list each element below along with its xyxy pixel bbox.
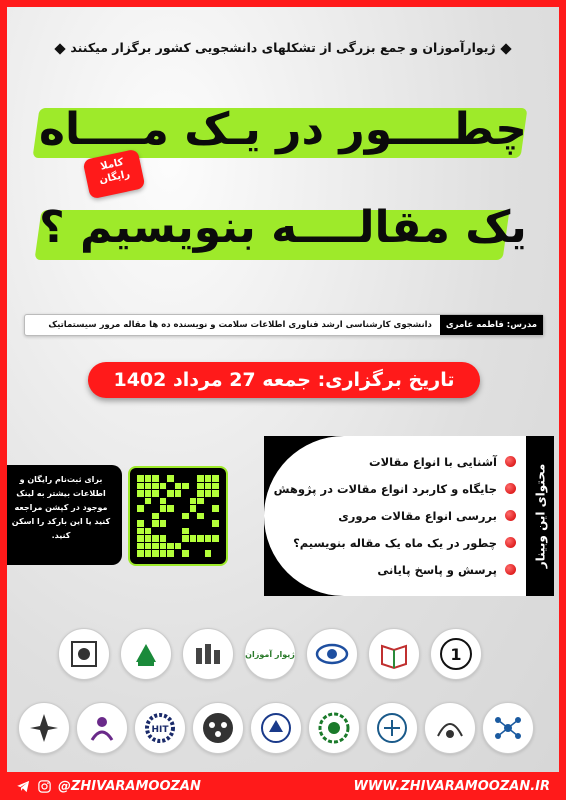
zhivar-logo-text: ژیوار آموزان xyxy=(245,649,295,659)
logo-12-icon xyxy=(250,702,302,754)
tagline-text: ژیوارآموزان و جمع بزرگی از تشکلهای دانشجویی کشور برگزار میکنند xyxy=(70,40,496,55)
logo-1-icon xyxy=(58,628,110,680)
diamond-icon xyxy=(500,43,511,54)
svg-text:1: 1 xyxy=(450,645,462,664)
list-item-text: چطور در یک ماه یک مقاله بنویسیم؟ xyxy=(293,535,497,550)
logo-10-icon xyxy=(134,702,186,754)
bullet-icon xyxy=(505,510,516,521)
qr-code-pattern xyxy=(137,475,219,557)
teacher-description: دانشجوی کارشناسی ارشد فناوری اطلاعات سلامت و نویسنده ده ها مقاله مرور سیستماتیک xyxy=(48,320,432,330)
qr-code[interactable] xyxy=(130,468,226,564)
svg-text:HIT: HIT xyxy=(151,725,169,735)
university-logo-icon xyxy=(430,628,482,680)
list-item-text: پرسش و پاسخ پایانی xyxy=(377,562,497,577)
list-item xyxy=(264,448,516,475)
zhivar-amoozan-logo xyxy=(244,628,296,680)
content-heading xyxy=(526,436,554,596)
title-line-2: یک مقالــــه بنویسیم ؟ xyxy=(39,202,527,253)
date-pill: تاریخ برگزاری: جمعه 27 مرداد 1402 xyxy=(88,362,480,398)
list-item xyxy=(264,502,516,529)
bullet-icon xyxy=(505,537,516,548)
bullet-icon xyxy=(505,456,516,467)
list-item-text: بررسی انواع مقالات مروری xyxy=(338,508,497,523)
logo-9-icon xyxy=(76,702,128,754)
diamond-icon xyxy=(55,43,66,54)
logo-16-icon xyxy=(482,702,534,754)
content-list xyxy=(264,436,526,596)
bullet-icon xyxy=(505,564,516,575)
book-logo-icon xyxy=(368,628,420,680)
telegram-icon xyxy=(16,779,31,794)
list-item-text: جایگاه و کاربرد انواع مقالات در پژوهش xyxy=(273,481,497,496)
logo-14-icon xyxy=(366,702,418,754)
teacher-label: مدرس: فاطمه عامری xyxy=(440,315,543,335)
footer-social[interactable] xyxy=(16,779,201,794)
website-link[interactable]: WWW.ZHIVARAMOOZAN.IR xyxy=(353,778,550,794)
footer xyxy=(0,772,566,800)
list-item xyxy=(264,529,516,556)
free-badge-line2: رایگان xyxy=(98,168,131,186)
content-heading-text: محتوای این وبینار xyxy=(533,463,547,569)
logo-2-icon xyxy=(120,628,172,680)
social-handle[interactable]: @ZHIVARAMOOZAN xyxy=(58,778,201,794)
qr-note: برای ثبت‌نام رایگان و اطلاعات بیشتر به لینک موجود در کپشن مراجعه کنید یا این بارکد را اسکن کنید. xyxy=(2,465,122,565)
list-item xyxy=(264,475,516,502)
eye-logo-icon xyxy=(306,628,358,680)
logo-15-icon xyxy=(424,702,476,754)
partner-logos xyxy=(0,620,566,765)
logo-3-icon xyxy=(182,628,234,680)
list-item xyxy=(264,556,516,583)
title-line-1: چطــــور در یـک مــــاه xyxy=(38,104,528,155)
tagline xyxy=(30,40,536,55)
logo-8-icon xyxy=(18,702,70,754)
teacher-box xyxy=(24,314,544,336)
instagram-icon xyxy=(37,779,52,794)
content-panel xyxy=(264,436,554,596)
free-badge-line1: کاملا xyxy=(99,156,125,173)
logo-11-icon xyxy=(192,702,244,754)
list-item-text: آشنایی با انواع مقالات xyxy=(369,454,497,469)
logo-13-icon xyxy=(308,702,360,754)
bullet-icon xyxy=(505,483,516,494)
